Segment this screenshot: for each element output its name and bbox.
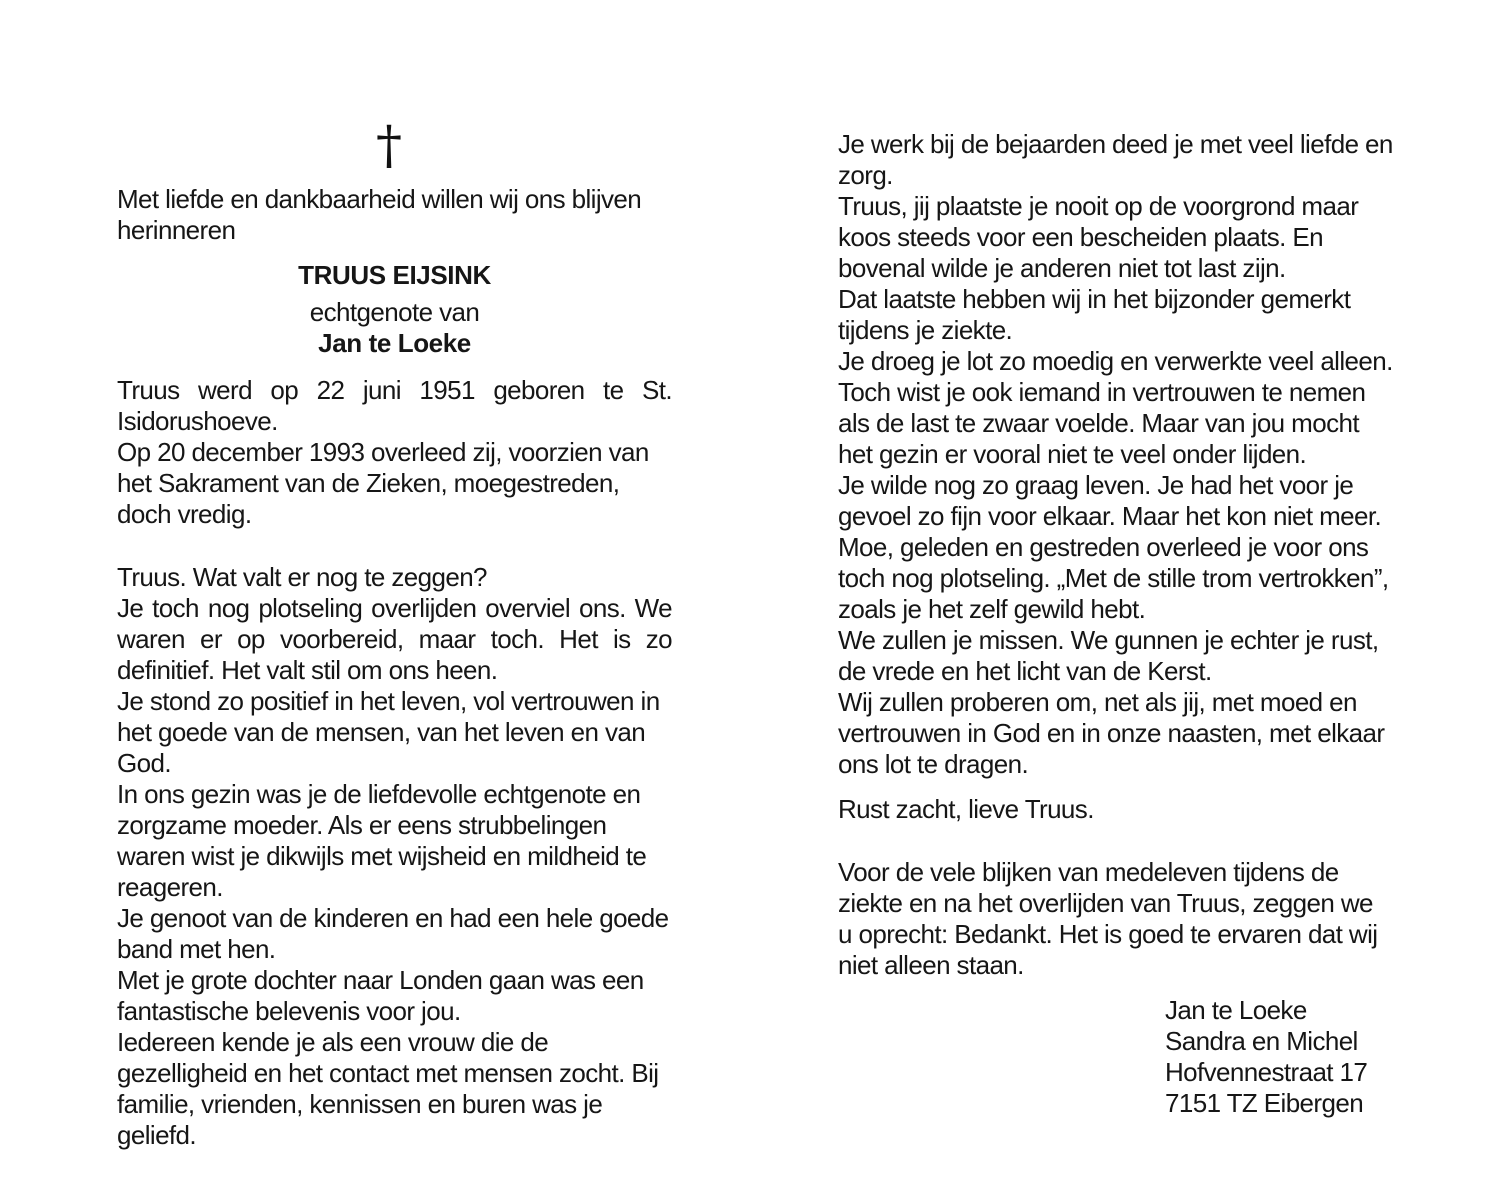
tribute-paragraph: Je werk bij de bejaarden deed je met veel liefde en zorg.: [838, 129, 1393, 190]
signature-city: 7151 TZ Eibergen: [1165, 1088, 1364, 1118]
tribute-paragraph: Wij zullen proberen om, net als jij, met moed en vertrouwen in God en in onze naasten, met elkaar ons lot te dragen.: [838, 687, 1385, 779]
signature-children: Sandra en Michel: [1165, 1026, 1358, 1056]
tribute-paragraph: We zullen je missen. We gunnen je echter je rust, de vrede en het licht van de Kerst.: [838, 625, 1379, 686]
death-paragraph: Op 20 december 1993 overleed zij, voorzien van het Sakrament van de Zieken, moegestreden, doch vredig.: [117, 437, 649, 529]
tribute-paragraph: Je wilde nog zo graag leven. Je had het voor je gevoel zo fijn voor elkaar. Maar het kon niet meer.: [838, 470, 1382, 531]
tribute-paragraph: Moe, geleden en gestreden overleed je voor ons toch nog plotseling. „Met de stille trom vertrokken”, zoals je het zelf gewild hebt.: [838, 532, 1389, 624]
tribute-paragraph: Je droeg je lot zo moedig en verwerkte veel alleen. Toch wist je ook iemand in vertrouwen te nemen als de last te zwaar voelde. Maar van jou mocht het gezin er vooral niet te veel onder lijden.: [838, 346, 1393, 469]
birth-paragraph: Truus werd op 22 juni 1951 geboren te St. Isidorushoeve.: [117, 375, 672, 436]
thanks-paragraph: Voor de vele blijken van medeleven tijdens de ziekte en na het overlijden van Truus, zeggen we u oprecht: Bedankt. Het is goed te ervaren dat wij niet alleen staan.: [838, 857, 1378, 980]
right-column: [838, 129, 1393, 1119]
tribute-paragraph: Iedereen kende je als een vrouw die de gezelligheid en het contact met mensen zocht. Bij familie, vrienden, kennissen en buren was je geliefd.: [117, 1027, 659, 1150]
tribute-question: Truus. Wat valt er nog te zeggen?: [117, 562, 487, 592]
deceased-name: TRUUS EIJSINK: [298, 260, 491, 290]
tribute-paragraph: Je genoot van de kinderen en had een hele goede band met hen.: [117, 903, 669, 964]
cross-icon: †: [376, 116, 402, 176]
signature-street: Hofvennestraat 17: [1165, 1057, 1368, 1087]
spouse-prefix: echtgenote van: [309, 297, 480, 327]
signature-name: Jan te Loeke: [1165, 995, 1307, 1025]
tribute-paragraph: Je stond zo positief in het leven, vol vertrouwen in het goede van de mensen, van het leven en van God.: [117, 686, 660, 778]
signature-block: [1165, 995, 1393, 1119]
tribute-paragraph: Met je grote dochter naar Londen gaan was een fantastische belevenis voor jou.: [117, 965, 644, 1026]
tribute-paragraph: Dat laatste hebben wij in het bijzonder gemerkt tijdens je ziekte.: [838, 284, 1351, 345]
intro-text: Met liefde en dankbaarheid willen wij ons blijven herinneren: [117, 184, 642, 245]
farewell-line: Rust zacht, lieve Truus.: [838, 794, 1094, 824]
tribute-paragraph: Je toch nog plotseling overlijden overviel ons. We waren er op voorbereid, maar toch. Het is zo definitief. Het valt stil om ons heen.: [117, 593, 672, 685]
spouse-name: Jan te Loeke: [318, 328, 471, 358]
tribute-paragraph: Truus, jij plaatste je nooit op de voorgrond maar koos steeds voor een bescheiden plaats. En bovenal wilde je anderen niet tot last zijn.: [838, 191, 1359, 283]
tribute-paragraph: In ons gezin was je de liefdevolle echtgenote en zorgzame moeder. Als er eens strubbelingen waren wist je dikwijls met wijsheid en mildheid te reageren.: [117, 779, 647, 902]
left-column: [117, 184, 672, 1151]
